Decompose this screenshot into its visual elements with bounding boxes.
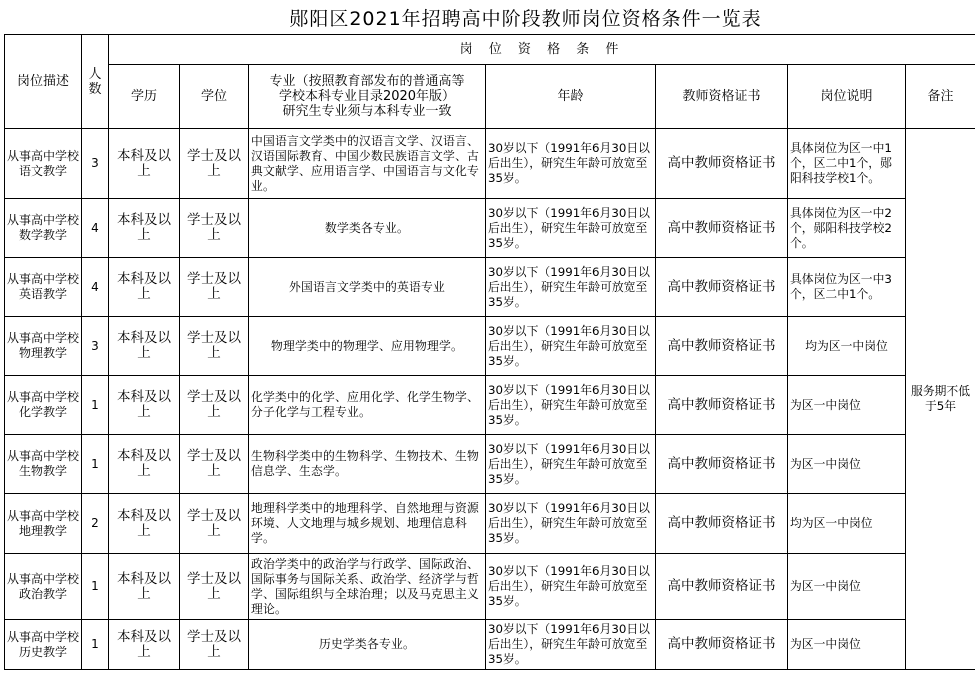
cell-degree[interactable]: 学士及以上 xyxy=(180,258,249,317)
cell-degree[interactable]: 学士及以上 xyxy=(180,199,249,258)
cell-certificate[interactable]: 高中教师资格证书 xyxy=(656,494,788,554)
cell-age[interactable]: 30岁以下（1991年6月30日以后出生），研究生年龄可放宽至35岁。 xyxy=(486,435,656,494)
cell-age[interactable]: 30岁以下（1991年6月30日以后出生），研究生年龄可放宽至35岁。 xyxy=(486,129,656,199)
cell-position-desc[interactable]: 从事高中学校化学教学 xyxy=(5,376,82,435)
cell-degree[interactable]: 学士及以上 xyxy=(180,317,249,376)
cell-post-note[interactable]: 为区一中岗位 xyxy=(788,435,906,494)
cell-count[interactable]: 1 xyxy=(82,435,109,494)
header-qualification-group[interactable]: 岗 位 资 格 条 件 xyxy=(109,35,975,65)
cell-count[interactable]: 1 xyxy=(82,554,109,620)
cell-certificate[interactable]: 高中教师资格证书 xyxy=(656,376,788,435)
header-education[interactable]: 学历 xyxy=(109,65,180,129)
cell-certificate[interactable]: 高中教师资格证书 xyxy=(656,554,788,620)
table-row xyxy=(5,376,975,435)
cell-education[interactable]: 本科及以上 xyxy=(109,554,180,620)
cell-position-desc[interactable]: 从事高中学校语文教学 xyxy=(5,129,82,199)
table-row xyxy=(5,554,975,620)
cell-education[interactable]: 本科及以上 xyxy=(109,620,180,670)
header-count-text: 人数 xyxy=(88,66,102,97)
cell-count[interactable]: 3 xyxy=(82,317,109,376)
cell-post-note[interactable]: 具体岗位为区一中3个，区二中1个。 xyxy=(788,258,906,317)
cell-degree[interactable]: 学士及以上 xyxy=(180,129,249,199)
cell-position-desc[interactable]: 从事高中学校历史教学 xyxy=(5,620,82,670)
header-post-note[interactable]: 岗位说明 xyxy=(788,65,906,129)
header-remark[interactable]: 备注 xyxy=(906,65,975,129)
header-major-line2: 学校本科专业目录2020年版） xyxy=(278,89,456,104)
header-row-2 xyxy=(5,65,975,129)
cell-count[interactable]: 1 xyxy=(82,620,109,670)
cell-age[interactable]: 30岁以下（1991年6月30日以后出生），研究生年龄可放宽至35岁。 xyxy=(486,258,656,317)
table-row xyxy=(5,258,975,317)
cell-count[interactable]: 1 xyxy=(82,376,109,435)
cell-post-note[interactable]: 具体岗位为区一中1个，区二中1个，郧阳科技学校1个。 xyxy=(788,129,906,199)
cell-major[interactable]: 地理科学类中的地理科学、自然地理与资源环境、人文地理与城乡规划、地理信息科学。 xyxy=(249,494,486,554)
cell-post-note[interactable]: 均为区一中岗位 xyxy=(788,494,906,554)
cell-degree[interactable]: 学士及以上 xyxy=(180,376,249,435)
table-row xyxy=(5,199,975,258)
cell-certificate[interactable]: 高中教师资格证书 xyxy=(656,258,788,317)
qualification-table xyxy=(4,34,975,670)
cell-age[interactable]: 30岁以下（1991年6月30日以后出生），研究生年龄可放宽至35岁。 xyxy=(486,620,656,670)
cell-post-note[interactable]: 均为区一中岗位 xyxy=(788,317,906,376)
cell-degree[interactable]: 学士及以上 xyxy=(180,620,249,670)
cell-age[interactable]: 30岁以下（1991年6月30日以后出生），研究生年龄可放宽至35岁。 xyxy=(486,494,656,554)
header-row-1 xyxy=(5,35,975,65)
header-major-line1: 专业（按照教育部发布的普通高等 xyxy=(269,74,465,89)
header-position-desc[interactable]: 岗位描述 xyxy=(5,35,82,129)
cell-certificate[interactable]: 高中教师资格证书 xyxy=(656,435,788,494)
sheet-title xyxy=(0,0,975,34)
header-degree[interactable]: 学位 xyxy=(180,65,249,129)
cell-certificate[interactable]: 高中教师资格证书 xyxy=(656,620,788,670)
cell-post-note[interactable]: 具体岗位为区一中2个，郧阳科技学校2个。 xyxy=(788,199,906,258)
cell-education[interactable]: 本科及以上 xyxy=(109,376,180,435)
cell-post-note[interactable]: 为区一中岗位 xyxy=(788,376,906,435)
cell-degree[interactable]: 学士及以上 xyxy=(180,435,249,494)
header-count[interactable] xyxy=(82,35,109,129)
cell-age[interactable]: 30岁以下（1991年6月30日以后出生），研究生年龄可放宽至35岁。 xyxy=(486,554,656,620)
cell-major[interactable]: 生物科学类中的生物科学、生物技术、生物信息学、生态学。 xyxy=(249,435,486,494)
cell-major[interactable]: 政治学类中的政治学与行政学、国际政治、国际事务与国际关系、政治学、经济学与哲学、国际组织与全球治理；以及马克思主义理论。 xyxy=(249,554,486,620)
table-row xyxy=(5,494,975,554)
cell-position-desc[interactable]: 从事高中学校政治教学 xyxy=(5,554,82,620)
cell-degree[interactable]: 学士及以上 xyxy=(180,554,249,620)
cell-education[interactable]: 本科及以上 xyxy=(109,129,180,199)
cell-education[interactable]: 本科及以上 xyxy=(109,199,180,258)
cell-education[interactable]: 本科及以上 xyxy=(109,435,180,494)
table-row xyxy=(5,129,975,199)
cell-position-desc[interactable]: 从事高中学校物理教学 xyxy=(5,317,82,376)
cell-major[interactable]: 物理学类中的物理学、应用物理学。 xyxy=(249,317,486,376)
cell-count[interactable]: 3 xyxy=(82,129,109,199)
table-row xyxy=(5,620,975,670)
cell-position-desc[interactable]: 从事高中学校英语教学 xyxy=(5,258,82,317)
title-text: 郧阳区2021年招聘高中阶段教师岗位资格条件一览表 xyxy=(289,7,762,30)
cell-major[interactable]: 外国语言文学类中的英语专业 xyxy=(249,258,486,317)
cell-count[interactable]: 4 xyxy=(82,258,109,317)
cell-remark[interactable]: 服务期不低于5年 xyxy=(906,129,975,670)
cell-major[interactable]: 化学类中的化学、应用化学、化学生物学、分子化学与工程专业。 xyxy=(249,376,486,435)
cell-education[interactable]: 本科及以上 xyxy=(109,317,180,376)
cell-count[interactable]: 4 xyxy=(82,199,109,258)
cell-education[interactable]: 本科及以上 xyxy=(109,258,180,317)
cell-certificate[interactable]: 高中教师资格证书 xyxy=(656,317,788,376)
cell-major[interactable]: 历史学类各专业。 xyxy=(249,620,486,670)
header-major-line3: 研究生专业须与本科专业一致 xyxy=(282,104,452,119)
cell-major[interactable]: 数学类各专业。 xyxy=(249,199,486,258)
cell-age[interactable]: 30岁以下（1991年6月30日以后出生），研究生年龄可放宽至35岁。 xyxy=(486,199,656,258)
cell-certificate[interactable]: 高中教师资格证书 xyxy=(656,129,788,199)
cell-position-desc[interactable]: 从事高中学校数学教学 xyxy=(5,199,82,258)
cell-post-note[interactable]: 为区一中岗位 xyxy=(788,554,906,620)
cell-age[interactable]: 30岁以下（1991年6月30日以后出生），研究生年龄可放宽至35岁。 xyxy=(486,317,656,376)
table-row xyxy=(5,317,975,376)
cell-major[interactable]: 中国语言文学类中的汉语言文学、汉语言、汉语国际教育、中国少数民族语言文学、古典文献学、应用语言学、中国语言与文化专业。 xyxy=(249,129,486,199)
table-row xyxy=(5,435,975,494)
header-major[interactable] xyxy=(249,65,486,129)
cell-degree[interactable]: 学士及以上 xyxy=(180,494,249,554)
cell-education[interactable]: 本科及以上 xyxy=(109,494,180,554)
header-age[interactable]: 年龄 xyxy=(486,65,656,129)
cell-position-desc[interactable]: 从事高中学校地理教学 xyxy=(5,494,82,554)
cell-position-desc[interactable]: 从事高中学校生物教学 xyxy=(5,435,82,494)
cell-post-note[interactable]: 为区一中岗位 xyxy=(788,620,906,670)
cell-count[interactable]: 2 xyxy=(82,494,109,554)
header-certificate[interactable]: 教师资格证书 xyxy=(656,65,788,129)
cell-certificate[interactable]: 高中教师资格证书 xyxy=(656,199,788,258)
cell-age[interactable]: 30岁以下（1991年6月30日以后出生），研究生年龄可放宽至35岁。 xyxy=(486,376,656,435)
